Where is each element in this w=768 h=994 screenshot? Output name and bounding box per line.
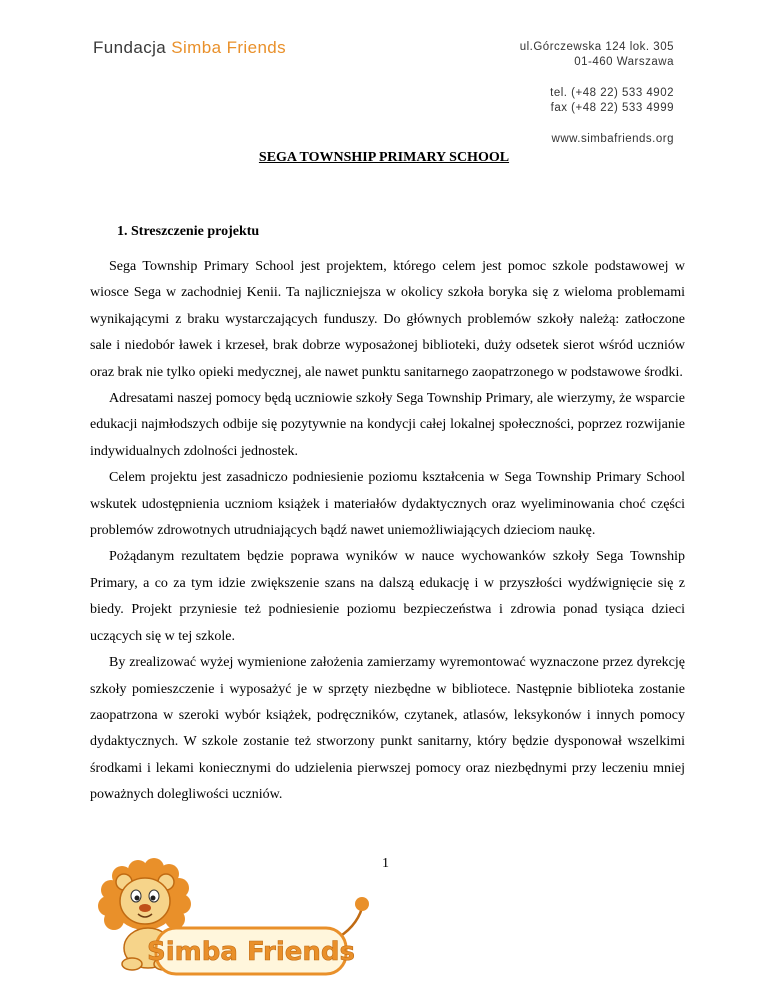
simba-friends-logo [88,856,384,976]
logo-text: Simba Friends [147,937,355,967]
org-name-accent: Simba Friends [171,38,287,57]
phone-number: tel. (+48 22) 533 4902 [550,87,674,99]
contact-block [520,40,674,147]
paragraph: Celem projektu jest zasadniczo podniesienie poziomu kształcenia w Sega Township Primary School wskutek udostępnienia uczniom książek i materiałów dydaktycznych oraz wyeliminowania choć części problemów zdrowotnych utrudniających bądź nawet uniemożliwiających dzieciom naukę. [90,470,685,539]
body-text [90,254,685,809]
paragraph: Pożądanym rezultatem będzie poprawa wyników w nauce wychowanków szkoły Sega Township Primary, a co za tym idzie zwiększenie szans na dalszą edukację i w przyszłości wydźwignięcie się z biedy. Projekt przyniesie też podniesienie poziomu bezpieczeństwa i zdrowia ponad tysiąca dzieci uczących się w tej szkole. [90,549,685,644]
section-heading: 1. Streszczenie projektu [117,224,260,239]
address-line-2: 01-460 Warszawa [574,56,674,68]
address-line-1: ul.Górczewska 124 lok. 305 [519,41,674,53]
paragraph: Sega Township Primary School jest projektem, którego celem jest pomoc szkole podstawowej w wiosce Sega w zachodniej Kenii. Ta najliczniejsza w okolicy szkoła boryka się z wieloma problemami wynikającymi z braku wystarczających funduszy. Do głównych problemów szkoły należą: zatłoczone sale i niedobór ławek i krzeseł, brak dobrze wyposażonej biblioteki, duży odsetek sierot wśród uczniów oraz brak nie tylko opieki medycznej, ale nawet punktu sanitarnego zaopatrzonego w podstawowe środki. [90,259,685,380]
fax-number: fax (+48 22) 533 4999 [550,102,674,114]
document-title: SEGA TOWNSHIP PRIMARY SCHOOL [258,150,510,165]
page-number: 1 [382,856,389,871]
paragraph: Adresatami naszej pomocy będą uczniowie szkoły Sega Township Primary, ale wierzymy, że wsparcie edukacji najmłodszych odbije się pozytywnie na kondycji całej lokalnej społeczności, poprzez rozwijanie indywidualnych zdolności jednostek. [90,391,685,459]
paragraph: By zrealizować wyżej wymienione założenia zamierzamy wyremontować wyznaczone przez dyrekcję szkoły pomieszczenie i wyposażyć je w sprzęty niezbędne w bibliotece. Następnie biblioteka zostanie zaopatrzona w szeroki wybór książek, podręczników, czytanek, atlasów, leksykonów i innych pomocy dydaktycznych. W szkole zostanie też stworzony punkt sanitarny, który będzie dysponował wszelkimi środkami i lekami koniecznymi do udzielenia pierwszej pomocy oraz niezbędnymi przy leczeniu mniej poważnych dolegliwości uczniów. [90,655,685,803]
lion-icon [88,856,384,976]
org-name [93,38,286,58]
website-url: www.simbafriends.org [551,133,674,145]
org-name-prefix: Fundacja [93,38,167,57]
